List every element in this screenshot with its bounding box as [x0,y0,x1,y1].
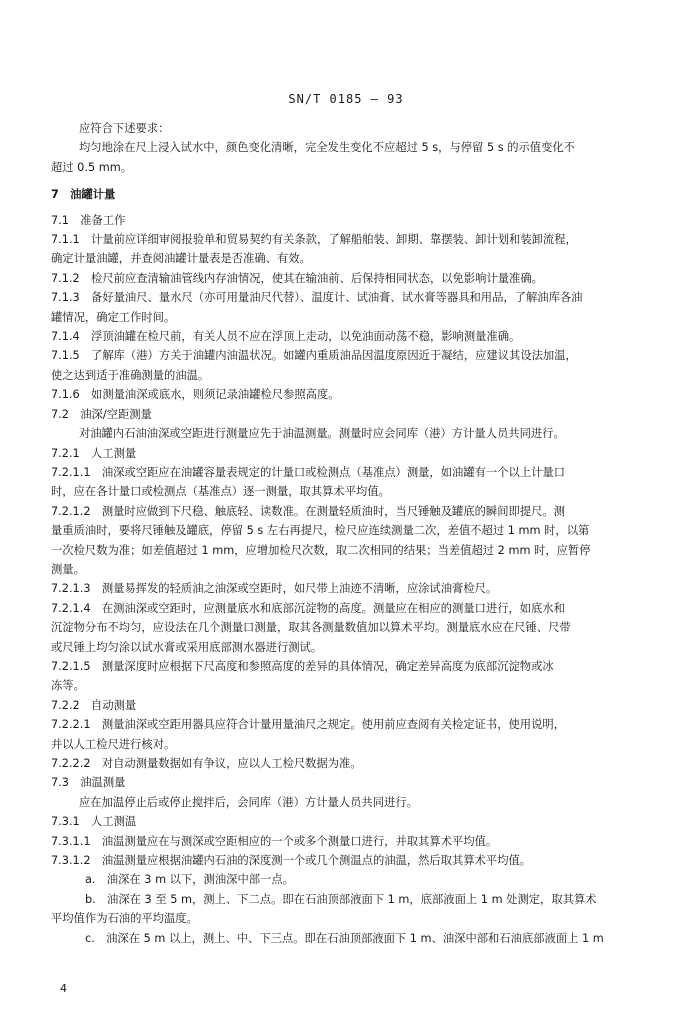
list-item-a: a. 油深在 3 m 以下，测油深中部一点。 [85,873,294,887]
section-heading: 7 油罐计量 [51,188,116,202]
list-item-b: b. 油深在 3 至 5 m，测上、下二点。即在石油顶部液面下 1 m，底部液面上 1 m 处测定，取其算术 [85,892,597,906]
list-item-c: c. 油深在 5 m 以上，测上、中、下三点。即在石油顶部液面下 1 m、油深中部和石油底部液面上 1 m [85,931,604,945]
clause-line: 冻等。 [51,679,85,693]
clause-line: 使之达到适于准确测量的油温。 [51,368,210,382]
paragraph-line: 超过 0.5 mm。 [51,160,133,174]
clause-heading: 7.2.2 自动测量 [51,698,137,712]
list-item-b-continued: 平均值作为石油的平均温度。 [51,912,198,926]
clause-line: 或尺锤上均匀涂以试水膏或采用底部测水器进行测试。 [51,640,323,654]
clause-line: 7.1.3 备好量油尺、量水尺（亦可用量油尺代替）、温度计、试油膏、试水膏等器具和用品，了解油库各油 [51,291,583,305]
clause-heading: 7.2.1 人工测量 [51,446,137,460]
clause-line: 7.2.1.1 油深或空距应在油罐容量表规定的计量口或检测点（基准点）测量，如油罐有一个以上计量口 [51,465,565,479]
clause-line: 7.1.1 计量前应详细审阅报验单和贸易契约有关条款，了解船舶装、卸期、靠摆装、卸计划和装卸流程， [51,233,577,247]
clause-line: 确定计量油罐，并查阅油罐计量表是否准确、有效。 [51,252,311,266]
subsection-heading: 7.3 油温测量 [51,776,126,790]
clause-line: 7.2.1.3 测量易挥发的轻质油之油深或空距时，如尺带上油迹不清晰，应涂试油膏检尺。 [51,582,498,596]
clause-line: 7.1.5 了解库（港）方关于油罐内油温状况。如罐内重质油品因温度原因近于凝结，应建议其设法加温， [51,349,577,363]
clause-line: 测量。 [51,562,85,576]
page-number: 4 [60,982,67,995]
clause-line: 7.1.2 检尺前应查清输油管线内存油情况，使其在输油前、后保持相同状态，以免影响计量准确。 [51,271,543,285]
page-header-standard-number: SN/T 0185 — 93 [288,92,404,106]
paragraph-line: 对油罐内石油油深或空距进行测量应先于油温测量。测量时应会同库（港）方计量人员共同进行。 [79,427,565,441]
clause-line: 沉淀物分布不均匀，应设法在几个测量口测量，取其各测量数值加以算术平均。测量底水应在尺锤、尺带 [51,621,571,635]
clause-line: 7.1.4 浮顶油罐在检尺前，有关人员不应在浮顶上走动，以免油面动荡不稳，影响测量准确。 [51,330,521,344]
clause-line: 7.2.2.2 对自动测量数据如有争议，应以人工检尺数据为准。 [51,757,362,770]
clause-line: 罐情况，确定工作时间。 [51,310,176,324]
clause-line: 7.3.1.1 油温测量应在与测深或空距相应的一个或多个测量口进行，并取其算术平均值。 [51,834,498,848]
clause-line: 一次检尺数为准；如差值超过 1 mm，应增加检尺次数，取二次相同的结果；当差值超过 2 mm 时，应暂停 [51,543,591,557]
clause-line: 并以人工检尺进行核对。 [51,737,176,751]
document-body [51,119,637,948]
paragraph-line: 应在加温停止后或停止搅拌后，会同库（港）方计量人员共同进行。 [79,795,418,809]
paragraph-line: 均匀地涂在尺上浸入试水中，颜色变化清晰，完全发生变化不应超过 5 s，与停留 5 s 的示值变化不 [79,141,575,155]
subsection-heading: 7.1 准备工作 [51,213,126,227]
clause-line: 7.2.1.2 测量时应做到下尺稳、触底轻、读数准。在测量轻质油时，当尺锤触及罐底的瞬间即提尺。测 [51,504,565,518]
clause-heading: 7.3.1 人工测温 [51,815,137,829]
paragraph-line: 应符合下述要求： [79,122,170,135]
clause-line: 7.2.1.5 测量深度时应根据下尺高度和参照高度的差异的具体情况，确定差异高度为底部沉淀物或冰 [51,659,554,673]
clause-line: 7.2.2.1 测量油深或空距用器具应符合计量用量油尺之规定。使用前应查阅有关检定证书，使用说明， [51,718,565,732]
clause-line: 量重质油时，要将尺锤触及罐底，停留 5 s 左右再提尺，检尺应连续测量二次，差值不超过 1 mm 时，以第 [51,524,590,538]
clause-line: 7.1.6 如测量油深或底水，则须记录油罐检尺参照高度。 [51,388,340,402]
clause-line: 时，应在各计量口或检测点（基准点）逐一测量，取其算术平均值。 [51,485,390,499]
subsection-heading: 7.2 油深/空距测量 [51,407,152,421]
clause-line: 7.3.1.2 油温测量应根据油罐内石油的深度测一个或几个测温点的油温，然后取其算术平均值。 [51,854,532,868]
clause-line: 7.2.1.4 在测油深或空距时，应测量底水和底部沉淀物的高度。测量应在相应的测量口进行，如底水和 [51,601,565,615]
